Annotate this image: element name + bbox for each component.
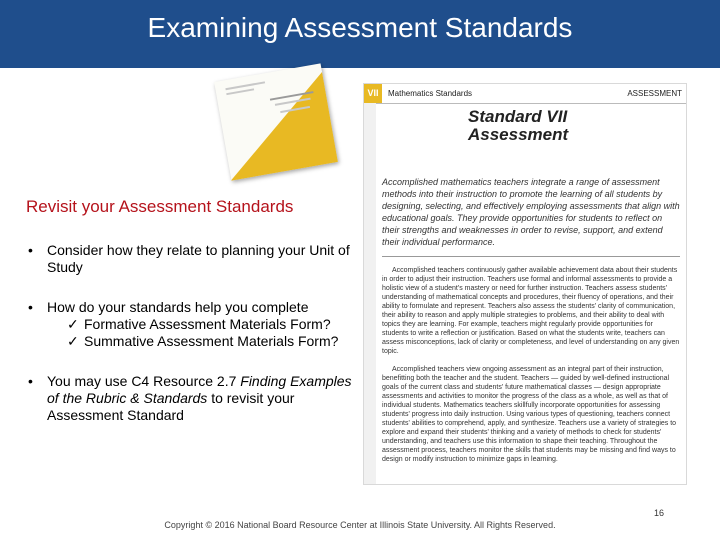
standard-title-line2: Assessment xyxy=(468,125,569,144)
bullet-text: Consider how they relate to planning your Unit of Study xyxy=(47,242,350,275)
bullet-item xyxy=(26,373,356,424)
standard-title-line1: Standard VII xyxy=(468,107,568,126)
slide-title: Examining Assessment Standards xyxy=(147,12,573,43)
standard-paragraph: Accomplished teachers continuously gather available achievement data about their students in order to adjust their instruction. Teachers use formal and informal assessments to provide a holistic view of a student's mastery or need for further instruction. Teachers assess students' understanding of mathematical concepts and procedures, their fluency of operations, and their ability to formulate and represent. Teachers also assess the students' clarity of communication, their ability to reason and apply multiple strategies to problems, and their ability to deal with topics they are learning. For example, teachers might regularly provide opportunities for students to write a reflection or justification. Based on what the students write, teachers can assess misconceptions, lack of clarity or completeness, and level of understanding on any given topic. xyxy=(382,267,680,355)
document-header-right: ASSESSMENT xyxy=(627,89,682,98)
resource-title: Finding Examples of the Rubric & Standards xyxy=(47,373,352,406)
checkmark-icon: ✓ xyxy=(67,333,79,349)
document-divider xyxy=(382,256,680,257)
checkmark-icon: ✓ xyxy=(67,316,79,332)
book-cover-accent xyxy=(231,66,338,180)
standard-document-excerpt xyxy=(363,83,687,485)
checklist-text: Formative Assessment Materials Form? xyxy=(84,316,331,332)
bullet-dot: • xyxy=(28,373,33,389)
bullet-list xyxy=(26,242,356,447)
standard-number-badge: VII xyxy=(364,84,382,103)
bullet-dot: • xyxy=(28,299,33,315)
document-header xyxy=(364,84,686,104)
standards-book-cover-image xyxy=(214,63,338,180)
bullet-text: How do your standards help you complete xyxy=(47,299,309,315)
standard-intro: Accomplished mathematics teachers integrate a range of assessment methods into their instruction to promote the learning of all students by designing, selecting, and effectively employing assessments that align with educational goals. They provide opportunities for students to reflect on their strengths and weaknesses in order to revise, support, and extend their individual performance. xyxy=(382,177,680,247)
header-bar xyxy=(0,0,720,68)
checklist-item xyxy=(47,316,356,333)
document-header-left: Mathematics Standards xyxy=(388,89,473,98)
bullet-dot: • xyxy=(28,242,33,258)
copyright-footer: Copyright © 2016 National Board Resource Center at Illinois State University. All Rights Reserved. xyxy=(164,520,556,530)
document-sidebar xyxy=(364,103,376,484)
checklist-text: Summative Assessment Materials Form? xyxy=(84,333,339,349)
section-subheading: Revisit your Assessment Standards xyxy=(26,197,294,216)
page-number: 16 xyxy=(654,508,665,518)
standard-paragraph: Accomplished teachers view ongoing assessment as an integral part of their instruction, benefitting both the teacher and the student. Teachers — guided by well-defined instructional goals of the current class and students' future mathematical classes — design appropriate assessments and activities to monitor the progress of the class as a whole, as well as that of individual students. Mathematics teachers skillfully incorporate opportunities for assessing students' progress into daily instruction. Using various types of questioning, teachers connect students' abilities to comprehend, apply, and synthesize. Teachers use a variety of strategies to explore and expand their students' thinking and a variety of methods to check for students' understanding, and teachers use this information to shape their teaching. Throughout the assessment process, teachers monitor the skills that students may be missing and find ways to design or modify instruction to minimize gaps in learning. xyxy=(382,366,677,463)
standard-title xyxy=(468,108,618,144)
bullet-item xyxy=(26,242,356,276)
bullet-text-pre: You may use C4 Resource 2.7 xyxy=(47,373,241,389)
bullet-text-post: to revisit your Assessment Standard xyxy=(47,390,295,423)
standard-body xyxy=(382,266,680,473)
bullet-item xyxy=(26,299,356,350)
checklist-item xyxy=(47,333,356,350)
